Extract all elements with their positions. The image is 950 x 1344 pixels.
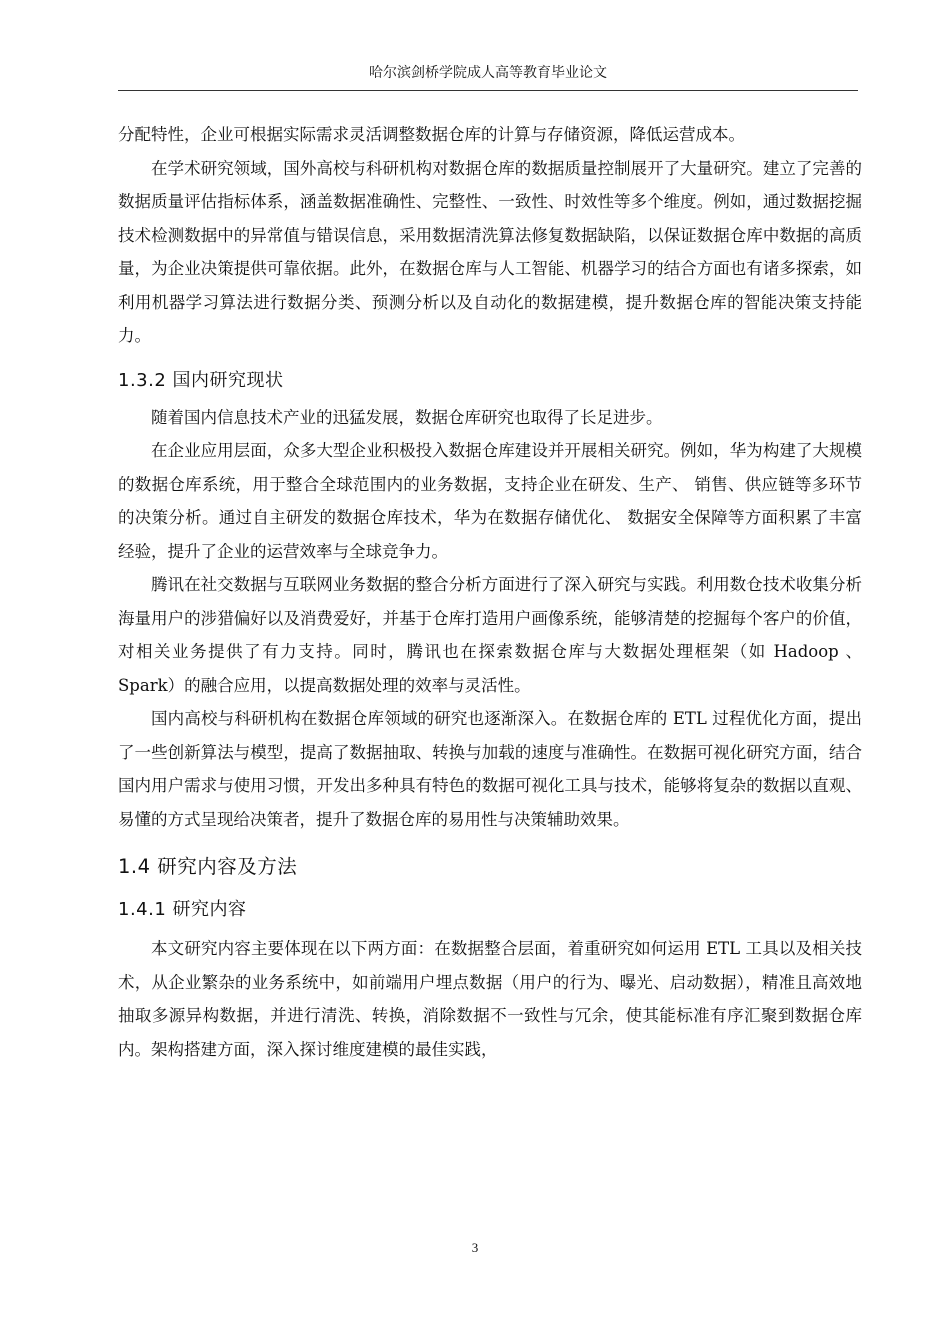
paragraph-research-content: 本文研究内容主要体现在以下两方面：在数据整合层面，着重研究如何运用 ETL 工具以及相关技术，从企业繁杂的业务系统中，如前端用户埋点数据（用户的行为、曝光、启动数据），精准且高效地抽取多源异构数据，并进行清洗、转换，消除数据不一致性与冗余，使其能标准有序汇聚到数据仓库内。架构搭建方面，深入探讨维度建模的最佳实践， <box>118 939 862 1059</box>
paragraph-academic-research: 在学术研究领域，国外高校与科研机构对数据仓库的数据质量控制展开了大量研究。建立了完善的数据质量评估指标体系，涵盖数据准确性、完整性、一致性、时效性等多个维度。例如，通过数据挖掘技术检测数据中的异常值与错误信息，采用数据清洗算法修复数据缺陷，以保证数据仓库中数据的高质量，为企业决策提供可靠依据。此外，在数据仓库与人工智能、机器学习的结合方面也有诸多探索，如利用机器学习算法进行数据分类、预测分析以及自动化的数据建模，提升数据仓库的智能决策支持能力。 <box>118 158 862 345</box>
section-heading-1-4: 1.4 研究内容及方法 <box>118 855 298 878</box>
paragraph-continuation: 分配特性，企业可根据实际需求灵活调整数据仓库的计算与存储资源，降低运营成本。 <box>118 125 745 144</box>
document-body <box>118 118 862 1066</box>
section-heading-1-4-1: 1.4.1 研究内容 <box>118 899 247 920</box>
header-title: 哈尔滨剑桥学院成人高等教育毕业论文 <box>369 65 607 81</box>
page-header <box>118 62 858 91</box>
section-heading-1-3-2: 1.3.2 国内研究现状 <box>118 369 284 391</box>
paragraph-huawei: 在企业应用层面，众多大型企业积极投入数据仓库建设并开展相关研究。例如，华为构建了大规模的数据仓库系统，用于整合全球范围内的业务数据，支持企业在研发、生产、 销售、供应链等多环节的决策分析。通过自主研发的数据仓库技术，华为在数据存储优化、 数据安全保障等方面积累了丰富经验，提升了企业的运营效率与全球竞争力。 <box>118 441 862 561</box>
paragraph-domestic-academia: 国内高校与科研机构在数据仓库领域的研究也逐渐深入。在数据仓库的 ETL 过程优化方面，提出了一些创新算法与模型，提高了数据抽取、转换与加载的速度与准确性。在数据可视化研究方面，结合国内用户需求与使用习惯，开发出多种具有特色的数据可视化工具与技术，能够将复杂的数据以直观、易懂的方式呈现给决策者，提升了数据仓库的易用性与决策辅助效果。 <box>118 709 862 829</box>
page-number: 3 <box>471 1240 479 1255</box>
paragraph-domestic-intro: 随着国内信息技术产业的迅猛发展，数据仓库研究也取得了长足进步。 <box>151 407 663 427</box>
paragraph-tencent: 腾讯在社交数据与互联网业务数据的整合分析方面进行了深入研究与实践。利用数仓技术收集分析海量用户的涉猎偏好以及消费爱好，并基于仓库打造用户画像系统，能够清楚的挖掘每个客户的价值，对相关业务提供了有力支持。同时，腾讯也在探索数据仓库与大数据处理框架（如 Hadoop 、Spark）的融合应用，以提高数据处理的效率与灵活性。 <box>118 575 862 695</box>
